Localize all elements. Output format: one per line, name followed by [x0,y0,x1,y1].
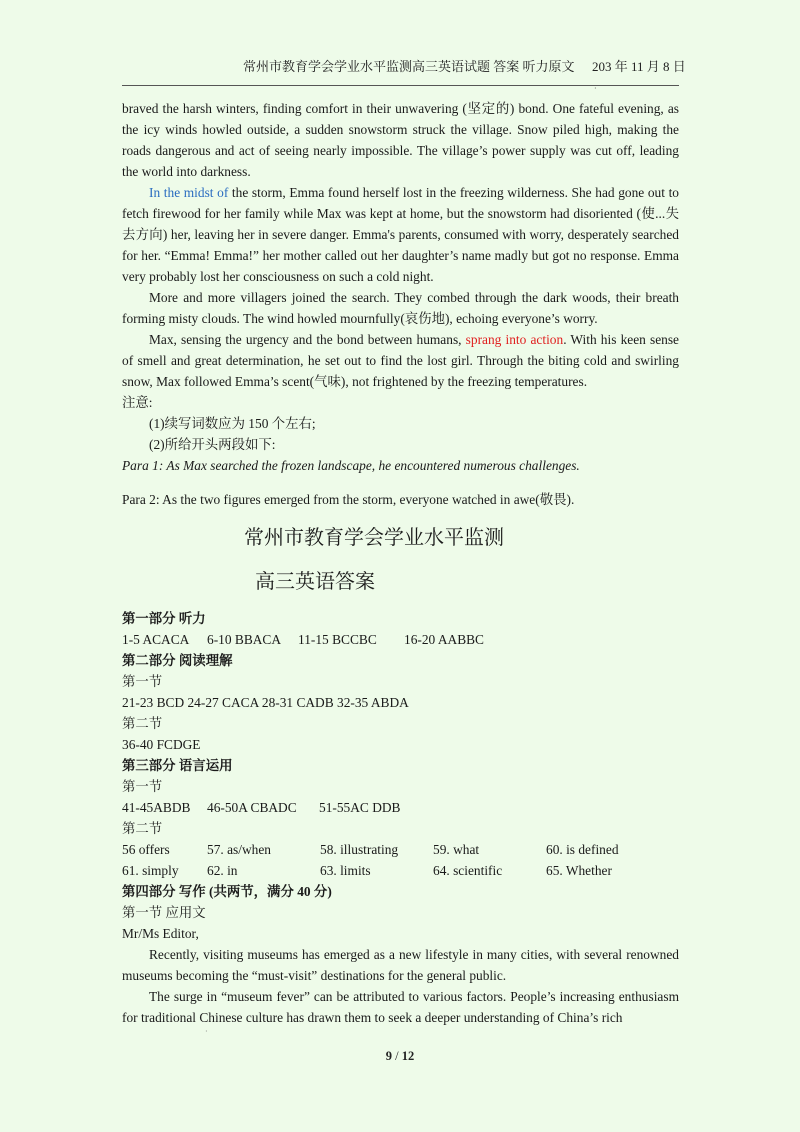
header-title: 常州市教育学会学业水平监测高三英语试题 答案 听力原文 [243,59,575,74]
grammar-answer: 57. as/when [207,842,271,857]
part2-section2-label: 第二节 [122,716,163,731]
grammar-answer: 56 offers [122,842,170,857]
grammar-answer: 65. Whether [546,863,612,878]
grammar-answer: 62. in [207,863,238,878]
footer-dot: · [205,1027,208,1036]
answers-title-1: 常州市教育学会学业水平监测 [244,527,504,549]
part3-heading: 第三部分 语言运用 [122,758,233,773]
grammar-answer: 58. illustrating [320,842,399,857]
total-pages: 12 [401,1049,415,1063]
answer-group: 51-55AC DDB [319,800,401,815]
page-number [0,1049,800,1064]
note-item-1: (1)续写词数应为 150 个左右; [149,416,316,431]
grammar-answer: 64. scientific [433,863,503,878]
letter-salutation: Mr/Ms Editor, [122,926,199,941]
answer-group: 11-15 BCCBC [298,632,377,647]
para1-prompt: Para 1: As Max searched the frozen landscape, he encountered numerous challenges. [122,458,580,473]
part3-section1-answers [122,797,679,818]
note-item-2: (2)所给开头两段如下: [149,437,276,452]
part2-section2-answers: 36-40 FCDGE [122,737,201,752]
part4-heading: 第四部分 写作 (共两节，满分 40 分) [122,884,332,899]
grammar-answer: 61. simply [122,863,179,878]
part2-heading: 第二部分 阅读理解 [122,653,233,668]
part3-section2-label: 第二节 [122,821,163,836]
part1-heading: 第一部分 听力 [122,611,206,626]
current-page: 9 [385,1049,392,1063]
answer-group: 1-5 ACACA [122,632,190,647]
grammar-answers-row-2 [122,860,679,881]
part1-answers [122,629,679,650]
answers-title-2: 高三英语答案 [255,571,375,593]
note-label: 注意: [122,395,153,410]
story-paragraph-3: More and more villagers joined the search. They combed through the dark woods, their breath forming misty clouds. The wind howled mournfully(哀伤地), echoing everyone’s worry. [122,290,679,326]
part2-section1-label: 第一节 [122,674,163,689]
highlight-blue: In the midst of [149,185,229,200]
story-paragraph-1: braved the harsh winters, finding comfort in their unwavering (坚定的) bond. One fateful evening, as the icy winds howled outside, a sudden snowstorm struck the village. Snow piled high, making the roads dangerous and act of seeing nearly impossible. The village’s power supply was cut off, leading the world into darkness. [122,101,679,179]
story-paragraph-2 [122,182,679,287]
grammar-answer: 63. limits [320,863,371,878]
part2-section1-answers: 21-23 BCD 24-27 CACA 28-31 CADB 32-35 ABDA [122,695,409,710]
story-paragraph-4 [122,329,679,392]
answer-group: 6-10 BBACA [207,632,282,647]
answer-group: 41-45ABDB [122,800,191,815]
story-paragraph-4-start: Max, sensing the urgency and the bond between humans, [149,332,466,347]
header-date: 203 年 11 月 8 日 [592,59,686,74]
header-dot: · [594,84,597,93]
letter-paragraph-1: Recently, visiting museums has emerged as a new lifestyle in many cities, with several renowned museums becoming the “must-visit” destinations for the general public. [122,947,679,983]
grammar-answer: 59. what [433,842,480,857]
letter-paragraph-2: The surge in “museum fever” can be attributed to various factors. People’s increasing enthusiasm for traditional Chinese culture has drawn them to seek a deeper understanding of China’s rich [122,989,679,1025]
part3-section1-label: 第一节 [122,779,163,794]
story-paragraph-4-text: . With his keen sense of smell and great determination, he set out to find the lost girl. Through the biting cold and swirling snow, Max followed Emma’s scent(气味), not frightened by the freezing temperatures. [122,332,679,389]
grammar-answers-row-1 [122,839,679,860]
page-separator: / [395,1049,399,1063]
page-content [122,98,679,1028]
story-paragraph-2-text: the storm, Emma found herself lost in the freezing wilderness. She had gone out to fetch firewood for her family while Max was kept at home, but the snowstorm had disoriented (使...失去方向) her, leaving her in severe danger. Emma's parents, consumed with worry, desperately searched for her. “Emma! Emma!” her mother called out her daughter’s name madly but got no response. Emma very probably lost her consciousness on such a cold night. [122,185,679,284]
answer-group: 46-50A CBADC [207,800,297,815]
para2-prompt: Para 2: As the two figures emerged from the storm, everyone watched in awe(敬畏). [122,492,575,507]
answer-group: 16-20 AABBC [404,632,484,647]
part4-section1-label: 第一节 应用文 [122,905,206,920]
highlight-red: sprang into action [465,332,564,347]
grammar-answer: 60. is defined [546,842,619,857]
